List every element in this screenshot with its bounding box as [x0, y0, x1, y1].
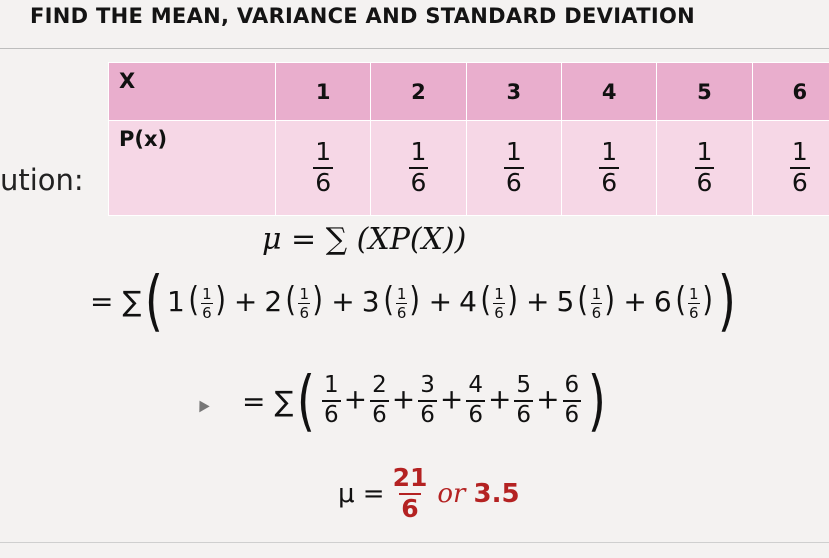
mu-symbol: μ =: [338, 478, 385, 509]
fraction: [563, 372, 582, 429]
fraction-denominator: 6: [372, 402, 387, 428]
close-paren: ): [588, 362, 607, 439]
fraction-numerator: 1: [601, 137, 618, 167]
expansion-step-2: [242, 362, 610, 439]
fraction: [599, 138, 619, 198]
close-paren: ): [507, 280, 518, 321]
fraction-denominator: 6: [494, 303, 504, 322]
fraction-denominator: 6: [323, 402, 339, 428]
fraction-denominator: 6: [202, 303, 212, 322]
close-paren: ): [604, 280, 616, 321]
open-paren: (: [285, 280, 297, 321]
px-value-cell: [466, 121, 561, 216]
fraction-numerator: 1: [791, 137, 808, 167]
fraction: [591, 285, 603, 322]
coefficient: 6: [653, 285, 672, 319]
or-word: or: [437, 478, 466, 509]
fraction-denominator: 6: [791, 168, 808, 197]
bottom-divider: [0, 542, 829, 543]
plus-sign: +: [526, 285, 550, 319]
fraction-numerator: 1: [494, 284, 504, 303]
mean-result: [338, 464, 520, 524]
plus-sign: +: [428, 285, 453, 319]
fraction: [313, 138, 333, 198]
px-value-cell: [276, 121, 371, 216]
coefficient: 4: [459, 285, 477, 319]
plus-sign: +: [623, 285, 647, 319]
close-paren: ): [409, 280, 421, 321]
close-paren: ): [214, 280, 226, 321]
fraction-denominator: 6: [420, 402, 435, 428]
fraction: [396, 285, 408, 322]
fraction: [409, 138, 429, 198]
fraction: [466, 372, 485, 429]
fraction-denominator: 6: [505, 168, 522, 197]
product-term: [166, 280, 227, 322]
plus-sign: +: [487, 383, 512, 416]
fraction-numerator: 1: [323, 372, 339, 399]
fraction-denominator: 6: [315, 168, 332, 197]
plus-sign: +: [331, 285, 355, 319]
fraction-denominator: 6: [601, 168, 618, 197]
fraction: [322, 372, 341, 429]
fraction-denominator: 6: [591, 303, 602, 322]
fraction-numerator: 1: [505, 137, 522, 167]
title-divider: [0, 48, 829, 49]
table-row-x: [109, 63, 829, 121]
fraction-denominator: 6: [299, 303, 309, 322]
fraction-denominator: 6: [468, 402, 483, 428]
fraction-numerator: 4: [468, 372, 483, 399]
table-row-px: [109, 121, 829, 216]
coefficient: 5: [556, 285, 575, 319]
px-header-cell: P(x): [109, 121, 276, 216]
x-value-cell: 2: [371, 63, 466, 121]
product-term: [264, 280, 324, 322]
fraction: [514, 372, 533, 429]
product-term: [653, 280, 714, 322]
fraction-numerator: 6: [564, 372, 580, 399]
open-paren: (: [675, 280, 686, 321]
result-fraction: [391, 464, 430, 524]
open-paren: (: [297, 362, 316, 439]
fraction-denominator: 6: [516, 402, 532, 428]
fraction: [418, 372, 437, 429]
fraction-numerator: 1: [202, 284, 212, 303]
fraction-numerator: 1: [591, 284, 602, 303]
px-value-cell: [657, 121, 752, 216]
open-paren: (: [188, 280, 199, 321]
fraction-numerator: 2: [372, 372, 387, 399]
fraction: [493, 285, 505, 322]
plus-sign: +: [536, 383, 560, 416]
fraction: [504, 138, 524, 198]
fraction: [790, 138, 810, 198]
fraction-numerator: 1: [410, 137, 427, 167]
mean-formula: μ = ∑ (XP(X)): [262, 222, 467, 257]
expansion-step-1: [90, 262, 740, 339]
fraction-numerator: 1: [396, 284, 407, 303]
plus-sign: +: [233, 285, 258, 319]
fraction: [201, 285, 213, 322]
result-denominator: 6: [401, 493, 419, 523]
fraction-numerator: 5: [516, 372, 532, 399]
px-value-cell: [371, 121, 466, 216]
plus-sign: +: [439, 383, 464, 416]
result-decimal: 3.5: [473, 478, 520, 509]
plus-sign: +: [391, 383, 416, 416]
close-paren: ): [717, 262, 736, 339]
product-term: [459, 280, 519, 322]
x-value-cell: 3: [466, 63, 561, 121]
open-paren: (: [382, 280, 394, 321]
fraction-denominator: 6: [688, 303, 699, 322]
step2-terms: [319, 372, 584, 429]
fraction: [695, 138, 715, 198]
fraction-numerator: 1: [315, 137, 332, 167]
coefficient: 2: [264, 285, 283, 319]
open-paren: (: [145, 262, 164, 339]
fraction-numerator: 1: [696, 137, 713, 167]
fraction: [298, 285, 310, 322]
x-value-cell: 5: [657, 63, 752, 121]
x-value-cell: 1: [276, 63, 371, 121]
px-value-cell: [752, 121, 829, 216]
solution-label: ution:: [0, 163, 84, 197]
page-title: FIND THE MEAN, VARIANCE AND STANDARD DEVIATION: [30, 4, 695, 28]
result-numerator: 21: [392, 463, 428, 492]
coefficient: 1: [166, 285, 185, 319]
mouse-cursor-icon: [194, 398, 209, 413]
x-value-cell: 6: [752, 63, 829, 121]
fraction-denominator: 6: [564, 402, 580, 428]
sum-lead: = ∑: [90, 284, 142, 318]
px-value-cell: [561, 121, 656, 216]
plus-sign: +: [343, 383, 368, 416]
open-paren: (: [480, 280, 491, 321]
fraction-denominator: 6: [410, 168, 427, 197]
fraction-numerator: 1: [299, 284, 309, 303]
x-value-cell: 4: [561, 63, 656, 121]
fraction: [370, 372, 389, 429]
fraction-denominator: 6: [696, 168, 713, 197]
product-term: [361, 280, 422, 322]
fraction-denominator: 6: [396, 303, 407, 322]
step1-terms: [167, 280, 714, 322]
fraction-numerator: 1: [688, 284, 699, 303]
probability-table: [108, 62, 829, 216]
sum-lead: = ∑: [242, 384, 294, 418]
x-header-cell: X: [109, 63, 276, 121]
product-term: [556, 280, 616, 322]
fraction-numerator: 3: [420, 372, 435, 399]
close-paren: ): [701, 280, 713, 321]
open-paren: (: [577, 280, 589, 321]
close-paren: ): [312, 280, 323, 321]
coefficient: 3: [361, 285, 380, 319]
fraction: [688, 285, 700, 322]
